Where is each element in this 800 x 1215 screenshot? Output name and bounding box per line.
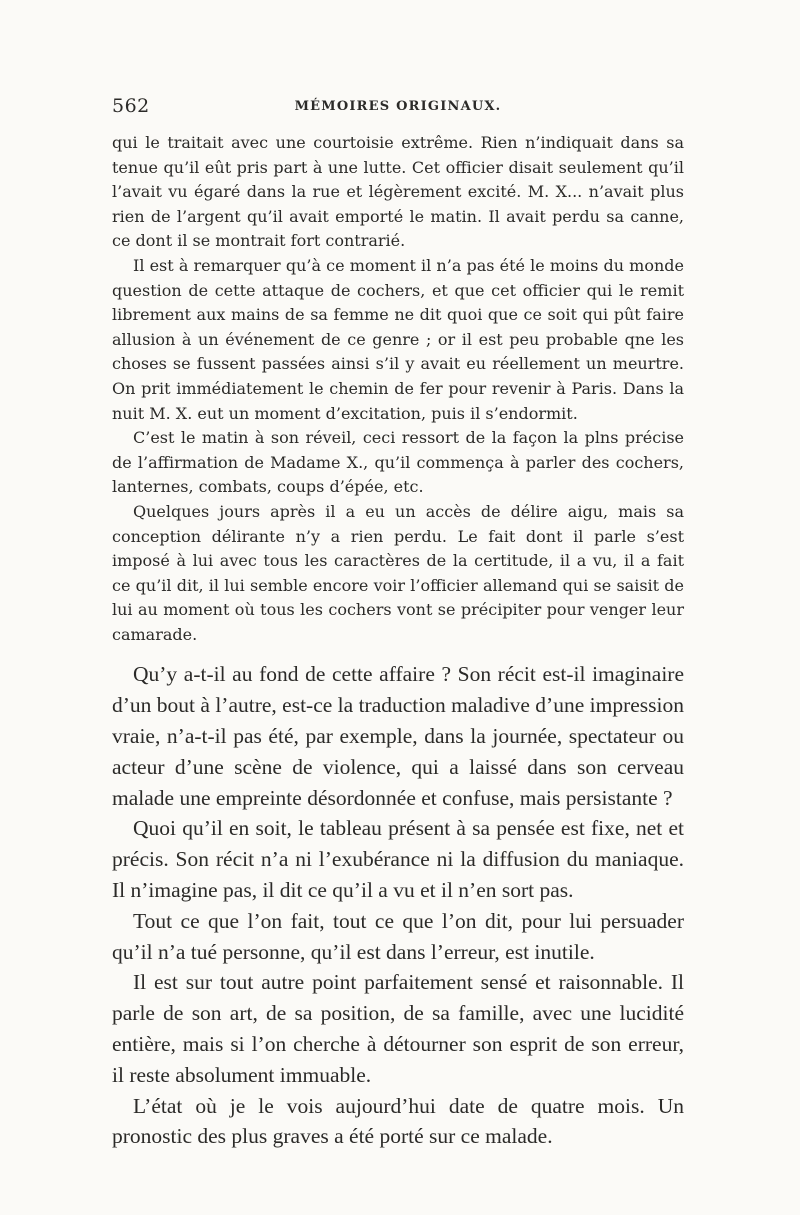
paragraph: Quelques jours après il a eu un accès de délire aigu, mais sa conception délirante n’y a rien perdu. Le fait dont il parle s’est imposé à lui avec tous les caractères de la certitude, il a vu, il a fait ce qu’il dit, il lui semble encore voir l’officier allemand qui se saisit de lui au moment où tous les cochers vont se précipiter pour venger leur camarade. [112, 501, 684, 644]
paragraph: Quoi qu’il en soit, le tableau présent à sa pensée est fixe, net et précis. Son récit n’a ni l’exubérance ni la diffusion du maniaque. Il n’imagine pas, il dit ce qu’il a vu et il n’en sort pas. [112, 816, 684, 903]
document-page [112, 95, 684, 1152]
paragraph: Il est sur tout autre point parfaitement sensé et raisonnable. Il parle de son art, de sa position, de sa famille, avec une lucidité entière, mais si l’on cherche à détourner son esprit de son erreur, il reste absolument immuable. [112, 970, 684, 1087]
large-print-section [112, 659, 684, 1152]
paragraph: Il est à remarquer qu’à ce moment il n’a pas été le moins du monde question de cette attaque de cochers, et que cet officier qui le remit librement aux mains de sa femme ne dit quoi que ce soit qui pût faire allusion à un événement de ce genre ; or il est peu probable qne les choses se fussent passées ainsi s’il y avait eu réellement un meurtre. On prit immédiatement le chemin de fer pour revenir à Paris. Dans la nuit M. X. eut un moment d’excitation, puis il s’endormit. [112, 255, 684, 423]
paragraph: Qu’y a-t-il au fond de cette affaire ? Son récit est-il imaginaire d’un bout à l’autre, est-ce la traduction maladive d’une impression vraie, n’a-t-il pas été, par exemple, dans la journée, spectateur ou acteur d’une scène de violence, qui a laissé dans son cerveau malade une empreinte désordonnée et confuse, mais persistante ? [112, 662, 684, 810]
paragraph: C’est le matin à son réveil, ceci ressort de la façon la plns précise de l’affirmation de Madame X., qu’il commença à parler des cochers, lanternes, combats, coups d’épée, etc. [112, 428, 684, 497]
page-number: 562 [112, 95, 150, 117]
running-title: MÉMOIRES ORIGINAUX. [294, 99, 502, 114]
page-header [112, 95, 684, 119]
paragraph-continuation: qui le traitait avec une courtoisie extrême. Rien n’indiquait dans sa tenue qu’il eût pris part à une lutte. Cet officier disait seulement qu’il l’avait vu égaré dans la rue et légèrement excité. M. X... n’avait plus rien de l’argent qu’il avait emporté le matin. Il avait perdu sa canne, ce dont il se montrait fort contrarié. [112, 133, 684, 251]
small-print-section [112, 131, 684, 647]
paragraph: Tout ce que l’on fait, tout ce que l’on dit, pour lui persuader qu’il n’a tué personne, qu’il est dans l’erreur, est inutile. [112, 908, 684, 964]
paragraph: L’état où je le vois aujourd’hui date de quatre mois. Un pronostic des plus graves a été porté sur ce malade. [112, 1093, 684, 1149]
